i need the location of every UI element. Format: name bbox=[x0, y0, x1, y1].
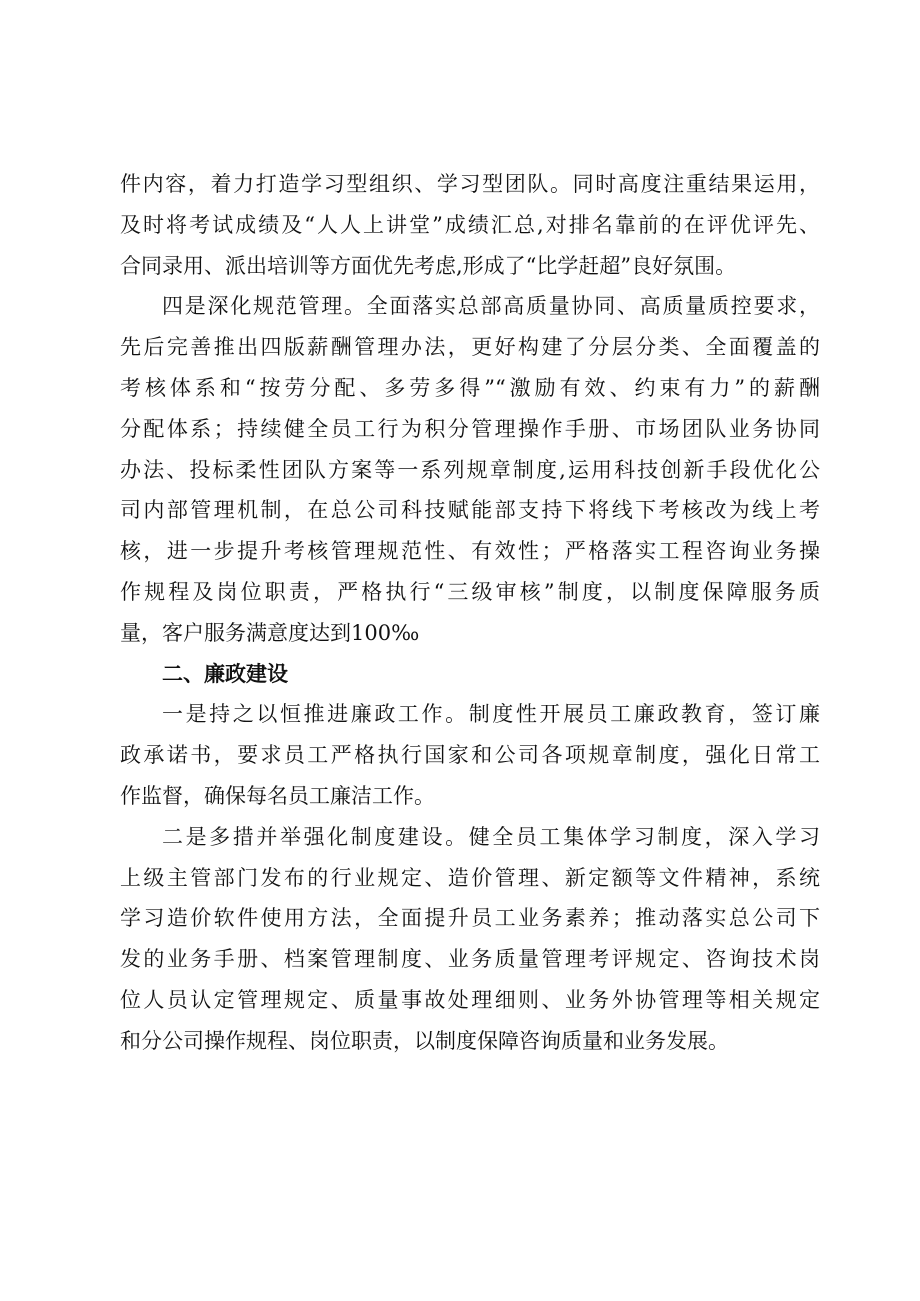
text-line: 先后完善推出四版薪酬管理办法，更好构建了分层分类、全面覆盖的 bbox=[120, 335, 820, 360]
text-line: 作监督，确保每名员工廉洁工作。 bbox=[120, 783, 435, 808]
section-heading: 二、廉政建设 bbox=[162, 661, 288, 686]
text-line: 四是深化规范管理。全面落实总部高质量协同、高质量质控要求， bbox=[162, 294, 820, 319]
document-body bbox=[120, 164, 820, 1062]
text-line: 位人员认定管理规定、质量事故处理细则、业务外协管理等相关规定 bbox=[120, 987, 820, 1012]
text-line: 司内部管理机制，在总公司科技赋能部支持下将线下考核改为线上考 bbox=[120, 498, 820, 523]
text-line: 作规程及岗位职责，严格执行“三级审核”制度，以制度保障服务质 bbox=[120, 579, 820, 604]
text-line: 考核体系和“按劳分配、多劳多得”“激励有效、约束有力”的薪酬 bbox=[120, 375, 820, 400]
paragraph-system-construction bbox=[120, 817, 820, 1062]
text-line: 及时将考试成绩及“人人上讲堂”成绩汇总,对排名靠前的在评优评先、 bbox=[120, 212, 820, 237]
text-line: 合同录用、派出培训等方面优先考虑,形成了“比学赶超”良好氛围。 bbox=[120, 253, 737, 278]
paragraph-standardized-management bbox=[120, 286, 820, 653]
section-heading-wrapper bbox=[120, 654, 820, 695]
text-line: 二是多措并举强化制度建设。健全员工集体学习制度，深入学习 bbox=[162, 824, 820, 849]
text-line: 量，客户服务满意度达到100‰ bbox=[120, 620, 420, 645]
text-line: 核，进一步提升考核管理规范性、有效性；严格落实工程咨询业务操 bbox=[120, 539, 820, 564]
paragraph-continuation bbox=[120, 164, 820, 286]
text-line: 学习造价软件使用方法，全面提升员工业务素养；推动落实总公司下 bbox=[120, 906, 820, 931]
text-line: 政承诺书，要求员工严格执行国家和公司各项规章制度，强化日常工 bbox=[120, 743, 820, 768]
paragraph-integrity-work bbox=[120, 694, 820, 816]
text-line: 办法、投标柔性团队方案等一系列规章制度,运用科技创新手段优化公 bbox=[120, 457, 820, 482]
text-line: 件内容，着力打造学习型组织、学习型团队。同时高度注重结果运用， bbox=[120, 172, 820, 196]
text-line: 一是持之以恒推进廉政工作。制度性开展员工廉政教育，签订廉 bbox=[162, 702, 820, 727]
text-line: 发的业务手册、档案管理制度、业务质量管理考评规定、咨询技术岗 bbox=[120, 947, 820, 972]
text-line: 和分公司操作规程、岗位职责，以制度保障咨询质量和业务发展。 bbox=[120, 1028, 729, 1053]
text-line: 分配体系；持续健全员工行为积分管理操作手册、市场团队业务协同 bbox=[120, 416, 820, 441]
text-line: 上级主管部门发布的行业规定、造价管理、新定额等文件精神，系统 bbox=[120, 865, 820, 890]
